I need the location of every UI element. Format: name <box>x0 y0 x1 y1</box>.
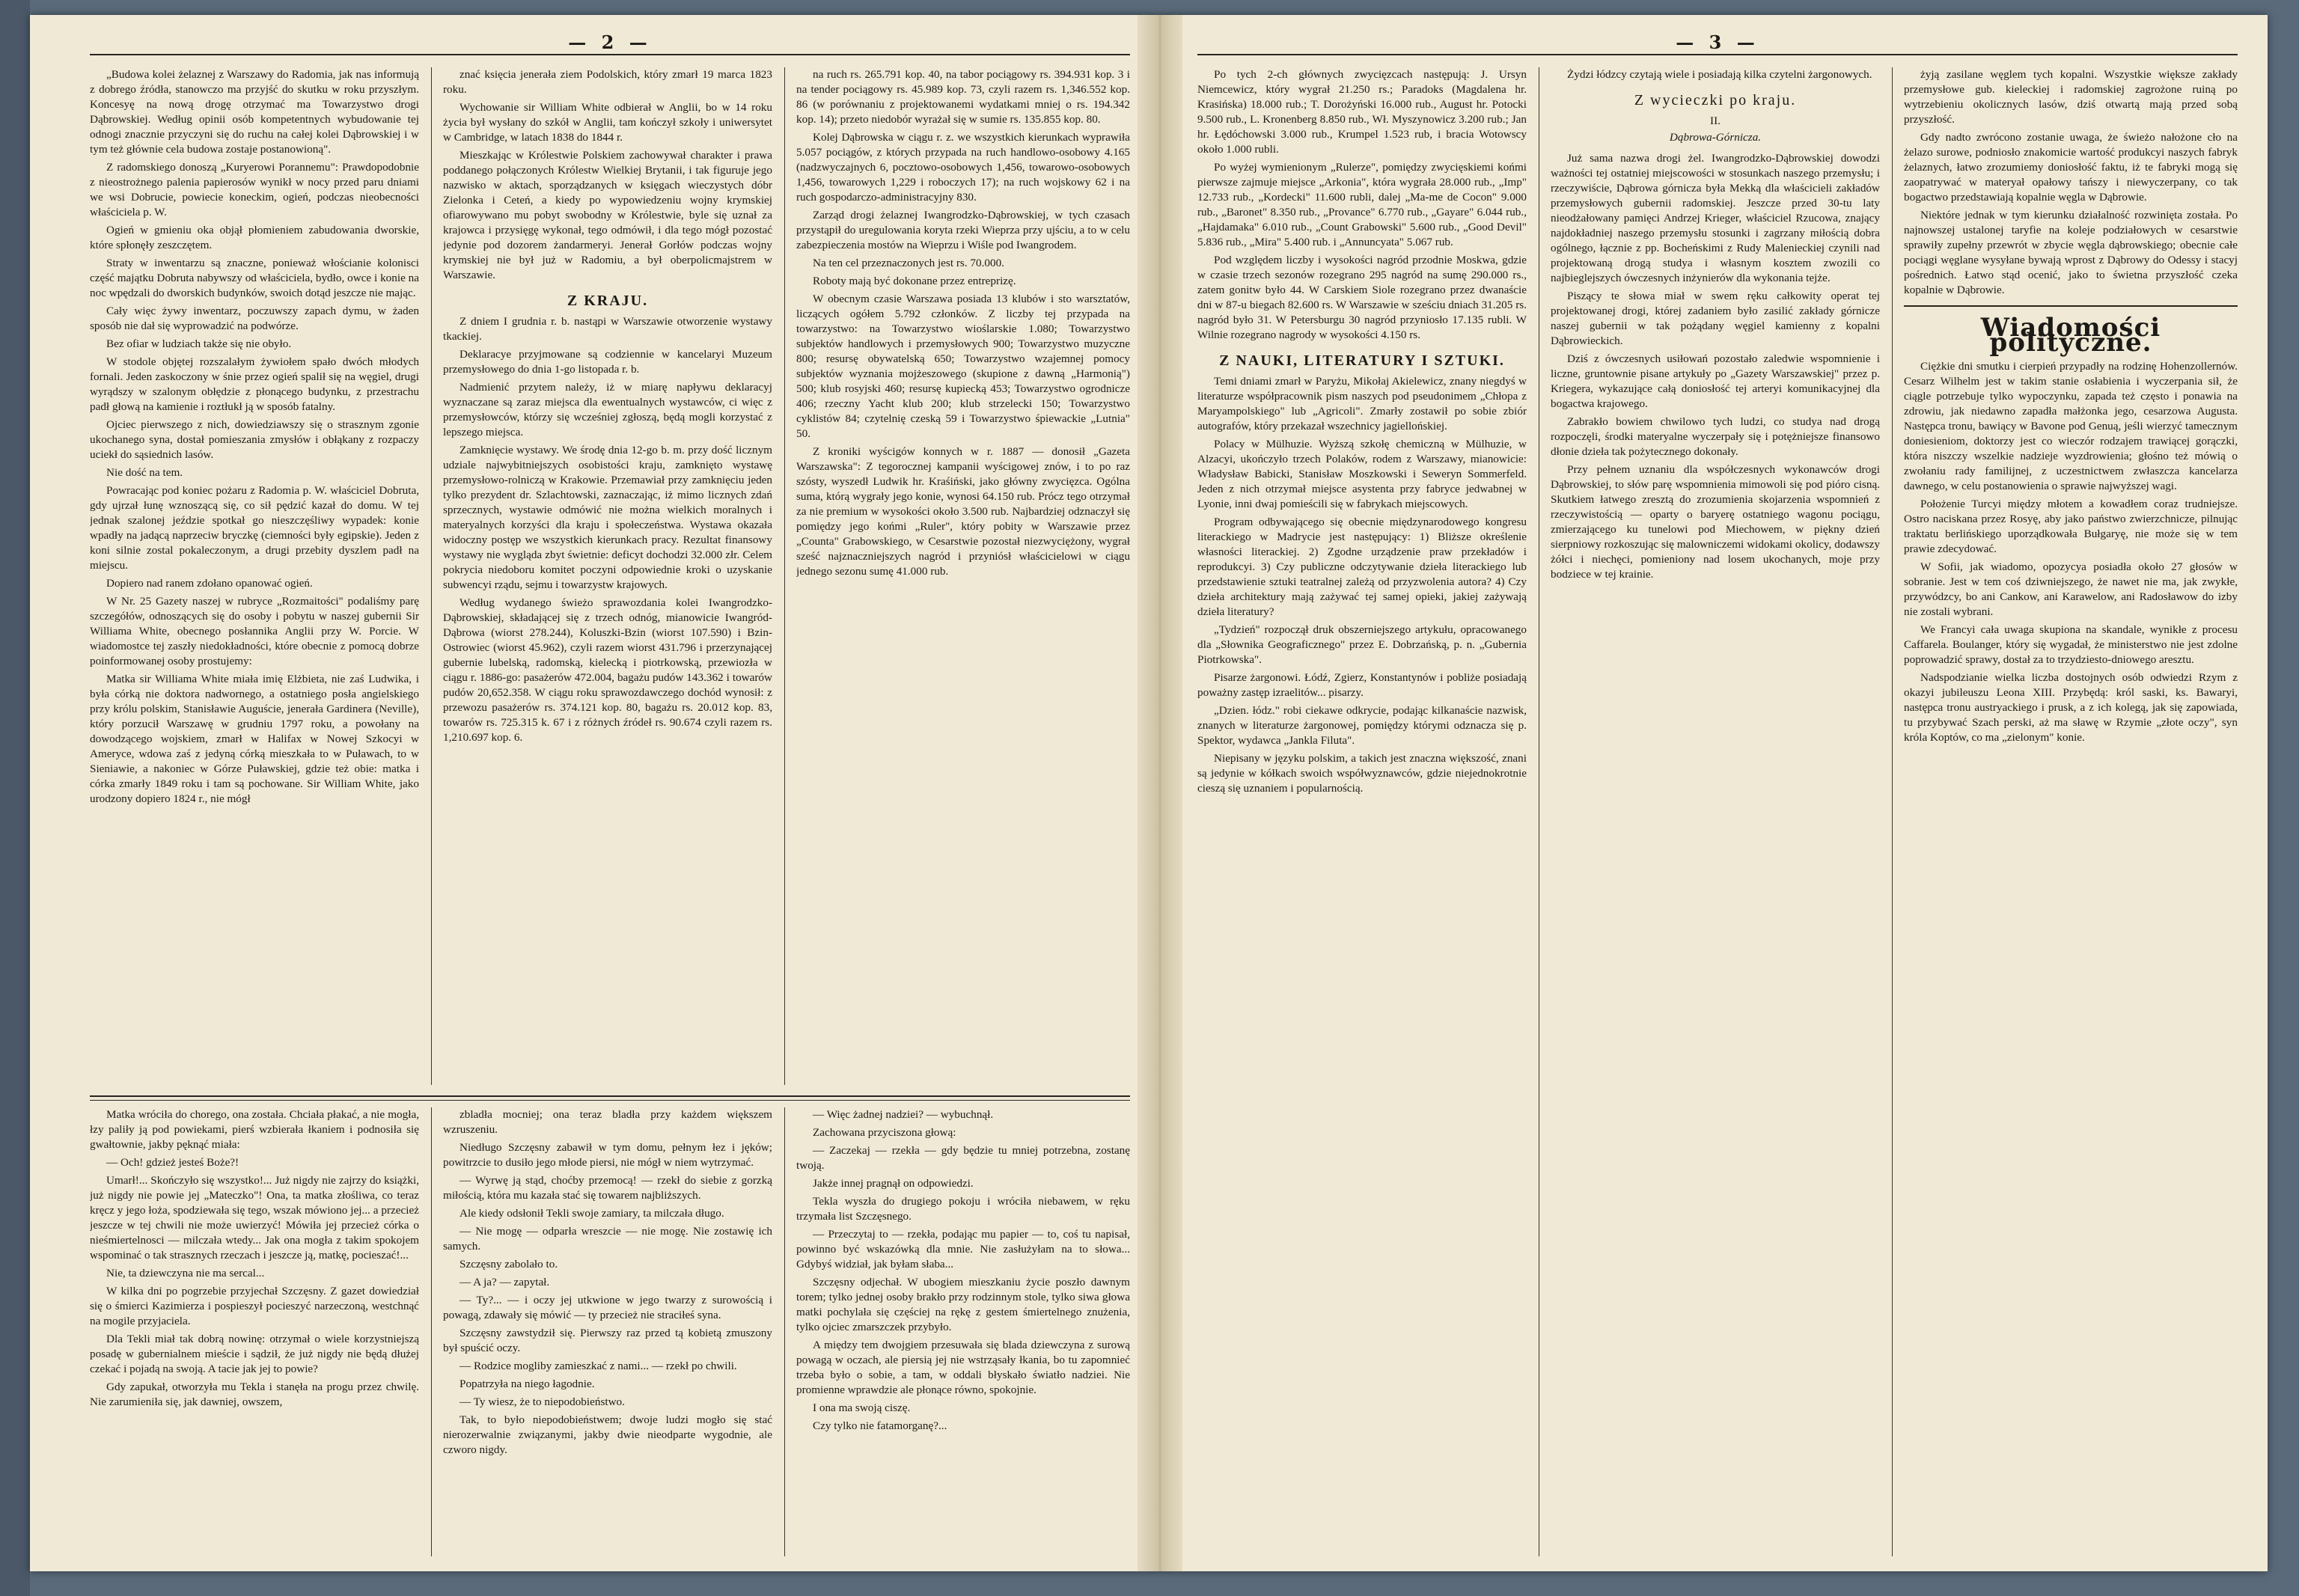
paragraph: — Och! gdzież jesteś Boże?! <box>106 1156 239 1169</box>
paragraph: Powracając pod koniec pożaru z Radomia p. W. właściciel Dobruta, gdy ujrzał łunę wznoszącą się, co sił pędzić kazał do domu. W tej jednak szalonej jeździe spotkał go nieszczęśliwy wypadek: konie wpadły na jadącą naprzeciw bryczkę (ciemności były egipskie). Jeden z koni silnie zostal pokaleczonym, a drugi przebity dyszlem padł na miejscu. <box>90 484 419 572</box>
right-column-2: Żydzi łódzcy czytają wiele i posiadają kilka czytelni żargonowych. Z wycieczki po kraju. II. Dąbrowa-Górnicza. Już sama nazwa drogi żel. Iwangrodzko-Dąbrowskiej dowodzi ważności tej ostatniej miejscowości w stosunkach naszego przemysłu; i rzeczywiście, Dąbrowa górnicza była Mekką dla właścicieli zakładów przemysłowych gubernii radomskiej. Jeszcze przed 30-tu laty nieodżałowany pamięci Andrzej Krieger, właściciel Rzucowa, znający najdokładniej naszego przemysłu stosunki i zagrzany miłością dobra ogólnego, łącznie z pp. Bocheńskimi z Rudy Malenieckiej czynili nad projektowaną drogą studya i własnym kosztem zwozili co najbieglejszych ówczesnych inżynierów dla wykonania tejże. Piszący te słowa miał w swem ręku całkowity operat tej projektowanej drogi, której zadaniem było zasilić zakłady górnicze naszej gubernii w tak pożądany węgiel kamienny z kopalni Dąbrowieckich. Dziś z ówczesnych usiłowań pozostało zaledwie wspomnienie i liczne, gruntownie pisane artykuły po „Gazety Warszawskiej" przez p. Kriegera, wykazujące całą doniosłość tej arteryi komunikacyjnej dla bogactwa krajowego. Zabrakło bowiem chwilowo tych ludzi, co studya nad drogą rozpoczęli, środki materyalne wyczerpały się i potężniejsze finansowo dłonie dzieła tak pożytecznego dokonały. Przy pełnem uznaniu dla współczesnych wykonawców drogi Dąbrowskiej, to słów parę wspomnienia mimowoli się pod pióro cisną. Skutkiem łatwego zresztą do zrozumienia skojarzenia wspomnień z rzeczywistością — oparty o baryerę ostatniego wagonu pociągu, zmierzającego ku tunelowi pod Miechowem, w piękny dzień sierpniowy rozkoszując się malowniczemi widokami okolicy, dodawszy żółci i niechęci, pomieniony nad losem ukochanych, moje przy bodziece w tej krainie. <box>1551 68 1880 581</box>
paragraph: „Tydzień" rozpoczął druk obszerniejszego artykułu, opracowanego dla „Słownika Geograficznego" przez E. Dobrzańską, p. n. „Gubernia Piotrkowska". <box>1197 623 1527 666</box>
paragraph: — Ty wiesz, że to niepodobieństwo. <box>460 1395 625 1408</box>
paragraph: Ale kiedy odsłonił Tekli swoje zamiary, ta milczała długo. <box>460 1207 724 1220</box>
story-column-2 <box>443 1107 772 1556</box>
right-column-3 <box>1904 67 2238 1556</box>
paragraph: Według wydanego świeżo sprawozdania kolei Iwangrodzko-Dąbrowskiej, składającej się z trzech odnóg, mianowicie Iwangród-Dąbrowa (wiorst 278.244), Koluszki-Bzin (wiorst 107.590) i Bzin-Ostrowiec (wiorst 45.962), czyli razem wiorst 431.796 i przerzynającej gubernie lubelską, radomską, kielecką i piotrkowską, przewiozła w ciągu r. 1886-go: pasażerów 472.004, bagażu pudów 143.362 i towarów pudów 20,652.358. W ciągu roku sprawozdawczego dochód wynosił: z przewozu pasażerów rs. 374.121 kop. 80, bagażu rs. 20.012 kop. 83, towarów rs. 725.315 k. 67 i z różnych źródeł rs. 90.674 czyli razem rs. 1,210.697 kop. 6. <box>443 596 772 744</box>
paragraph: Polacy w Mülhuzie. Wyższą szkołę chemiczną w Mülhuzie, w Alzacyi, ukończyło trzech Polaków, rodem z Warszawy, mianowicie: Władysław Babicki, Stanisław Moszkowski i Seweryn Sommerfeld. Jeden z nich otrzymał miejsce asystenta przy fabryce jedwabnej w Lyonie, inni dwaj pomieścili się w fabrykach miejscowych. <box>1197 438 1527 510</box>
paragraph: Z dniem I grudnia r. b. nastąpi w Warszawie otworzenie wystawy tkackiej. <box>443 315 772 343</box>
paragraph: Program odbywającego się obecnie międzynarodowego kongresu literackiego w Madrycie jest następujący: 1) Bliższe określenie własności literackiej. 2) Zgodne urządzenie praw przekładów i reprodukcyi. 3) Czy publiczne odczytywanie dzieła literackiego lub przedstawienie sztuki teatralnej zależą od przyzwolenia autora? 4) Czy dzieła architektury mają zażywać tej samej opieki, jakiej zażywają dzieła literatury? <box>1197 516 1527 618</box>
left-column-3 <box>796 67 1130 1085</box>
paragraph: W Nr. 25 Gazety naszej w rubryce „Rozmaitości" podaliśmy parę szczegółów, odnoszących się do osoby i pobytu w naszej gubernii Sir Williama White, obecnego posłannika Anglii przy W. Porcie. W wiadomostce tej zaszły niedokładności, które obecnie z pomocą dobrze poinformowanej osoby prostujemy: <box>90 595 419 667</box>
paragraph: Ciężkie dni smutku i cierpień przypadły na rodzinę Hohenzollernów. Cesarz Wilhelm jest w takim stanie osłabienia i wyczerpania sił, że ciągle potrzebuje tylko wypoczynku, zapada też często i ponawia na zdrowiu, jak niedawno zapadła małżonka jego, cesarzowa Augusta. Następca tronu, bawiący w Bavone pod Genuą, jeśli wierzyć tamecznym doniesieniom, doktorzy jest co wieczór rodzajem trawiącej gorączki, która niszczy wszelkie nadzieje wyzdrowienia; głośno też mówią o zwołaniu rady familijnej, z uczestnictwem zwłaszcza kancelarza dawnego, w celu postanowienia o sprawie najwyższej wagi. <box>1904 360 2238 492</box>
paragraph: Z kroniki wyścigów konnych w r. 1887 — donosił „Gazeta Warszawska": Z tegorocznej kampanii wyścigowej znów, i to po raz szósty, wyszedł Ludwik hr. Kraśiński, jako główny zwycięzca. Ogólna suma, którą wygrały jego konie, wynosi 64.150 rub. Prócz tego otrzymał za nie premium w wysokości około 3.500 rub. Najbardziej odznaczył się pomiędzy jego końmi „Ruler", który pobity w Warszawie przez „Counta" Grabowskiego, w Cesarstwie pozostał niezwyciężony, wygrał sześć najznaczniejszych nagród i przyniósł właścicielowi w ciągu jednego sezonu sumę 41.000 rub. <box>796 445 1130 578</box>
paragraph: „Dzien. łódz." robi ciekawe odkrycie, podając kilkanaście nazwisk, znanych w literaturze żargonowej, pomiędzy którymi odznacza się p. Spektor, wydawca „Jankla Filuta". <box>1197 704 1527 747</box>
paragraph: W obecnym czasie Warszawa posiada 13 klubów i sto warsztatów, liczących ogółem 5.792 członków. Z liczby tej przypada na towarzystwo: na Towarzystwo wioślarskie 1.080; Towarzystwo subjektów handlowych i przemysłowych 900; Towarzystwo muzyczne 800; resursę obywatelską 650; Towarzystwo wzajemnej pomocy subjektów wyznania mojżeszowego (skupione z dawną „Harmonią") 500; klub rosyjski 460; resursę kupiecką 453; Towarzystwo ogrodnicze 406; rzeczny Yacht klub 200; klub strzelecki 150; Towarzystwo cyklistów 84; czytelnię czeską 59 i Towarzystwo śpiewackie „Lutnia" 50. <box>796 293 1130 440</box>
paragraph: Nadspodzianie wielka liczba dostojnych osób odwiedzi Rzym z okazyi jubileuszu Leona XIII. Przybędą: król saski, ks. Bawaryi, następca tronu austryackiego i prusk, a z ich kolegą, jak się zapowiada, tu przybywać Szach perski, aż ma sławę w Rzymie „złote oczy", syn króla Koptów, co ma „zielonym" konie. <box>1904 671 2238 744</box>
paragraph: Tak, to było niepodobieństwem; dwoje ludzi mogło się stać nierozerwalnie związanymi, jakby dwie nieodparte wygodnie, ale czworo nigdy. <box>443 1413 772 1456</box>
paragraph: Zamknięcie wystawy. We środę dnia 12-go b. m. przy dość licznym udziale najwybitniejszych osobistości kraju, zamknięto wystawę przemysłowo-rolniczą w Krakowie. Przemawiał przy zamknięciu jeden tylko prezydent dr. Szlachtowski, zaznaczając, iż mimo licznych zdań sprzecznych, wystawie odmówić nie można wielkich moralnych i materyalnych korzyści dla kraju i społeczeństwa. Wystawa okazała widoczny postęp we wszystkich kierunkach pracy. Rezultat finansowy wystawy nie wygląda zbyt świetnie: deficyt dochodzi 32.000 złr. Celem pokrycia niedoboru komitet poczyni odpowiednie kroki o uzyskanie subwencyi rządu, sejmu i towarzystw krajowych. <box>443 444 772 591</box>
paragraph: Zabrakło bowiem chwilowo tych ludzi, co studya nad drogą rozpoczęli, środki materyalne wyczerpały się i potężniejsze finansowo dłonie dzieła tak pożytecznego dokonały. <box>1551 415 1880 458</box>
paragraph: — Nie mogę — odparła wreszcie — nie mogę. Nie zostawię ich samych. <box>443 1225 772 1253</box>
paragraph: Jakże innej pragnął on odpowiedzi. <box>813 1177 974 1190</box>
paragraph: W stodole objętej rozszalałym żywiołem spało dwóch młodych fornali. Jeden zaskoczony w śnie przez ogień spalił się na węgiel, drugi wyrądszy w szalonym obłędzie z płonącego budynku, z przestrachu padł głową na kamienie i roztłukł ją w sposób fatalny. <box>90 355 419 413</box>
paragraph: Żydzi łódzcy czytają wiele i posiadają kilka czytelni żargonowych. <box>1567 68 1872 81</box>
paragraph: I ona ma swoją ciszę. <box>813 1401 911 1414</box>
paragraph: Temi dniami zmarł w Paryżu, Mikołaj Akielewicz, znany niegdyś w literaturze współpracownik pism naszych pod pseudonimem „Chłopa z Maryampolskiego" lub „Agricoli". Zmarły zostawił po sobie zbiór autografów, który przekazał wszechnicy jagiellońskiej. <box>1197 375 1527 432</box>
paragraph: Po wyżej wymienionym „Rulerze", pomiędzy zwycięskiemi końmi pierwsze zajmuje miejsce „Arkonia", która wygrała 28.000 rub., „Imp" 12.733 rub., „Kordecki" 11.600 rubli, dalej „Ma-me de Cocon" 9.000 rub., „Baronet" 8.350 rub., „Provance" 6.770 rub., „Gayare" 6.044 rub., „Hajdamaka" 6.010 rub., „Count Grabowski" 5.600 rub., „Good Devil" 5.836 rub., „Mira" 5.400 rub. i „Annuncyata" 5.067 rub. <box>1197 161 1527 248</box>
paragraph: Już sama nazwa drogi żel. Iwangrodzko-Dąbrowskiej dowodzi ważności tej ostatniej miejscowości w stosunkach naszego przemysłu; i rzeczywiście, Dąbrowa górnicza była Mekką dla właścicieli zakładów przemysłowych gubernii radomskiej. Jeszcze przed 30-tu laty nieodżałowany pamięci Andrzej Krieger, właściciel Rzucowa, znający najdokładniej naszego przemysłu stosunki i zagrzany miłością dobra ogólnego, łącznie z pp. Bocheńskimi z Rudy Malenieckiej czynili nad projektowaną drogą studya i własnym kosztem zwozili co najbieglejszych ówczesnych inżynierów dla wykonania tejże. <box>1551 152 1880 284</box>
paragraph: Z radomskiego donoszą „Kuryerowi Porannemu": Prawdopodobnie z nieostrożnego palenia papierosów wynikł w nocy przed paru dniami we wsi Dobrucie, powiecie koneckim, ogień, podczas nieobecności właściciela p. W. <box>90 161 419 218</box>
page-number: — 2 — <box>568 31 652 53</box>
paragraph: We Francyi cała uwaga skupiona na skandale, wynikłe z procesu Caffarela. Boulanger, który się wygadał, że ministerstwo nie jest zdolne poprowadzić sprawy, dostał za to trzydziesto-dniowego aresztu. <box>1904 623 2238 666</box>
paragraph: Niepisany w języku polskim, a takich jest znaczna większość, znani są jedynie w kółkach swoich współwyznawców, gdzie niejednokrotnie cieszą się uznaniem i popularnością. <box>1197 752 1527 795</box>
paragraph: Gdy zapukał, otworzyła mu Tekla i stanęła na progu przez chwilę. Nie zarumieniła się, jak dawniej, owszem, <box>90 1381 419 1408</box>
paragraph: W kilka dni po pogrzebie przyjechał Szczęsny. Z gazet dowiedział się o śmierci Kazimierza i pospieszył pocieszyć narzeczoną, westchnąć na mogile przyjaciela. <box>90 1285 419 1327</box>
paragraph: Pisarze żargonowi. Łódź, Zgierz, Konstantynów i pobliże posiadają poważny zastęp izraelitów... pisarzy. <box>1197 671 1527 699</box>
paragraph: Przy pełnem uznaniu dla współczesnych wykonawców drogi Dąbrowskiej, to słów parę wspomnienia mimowoli się pod pióro cisną. Skutkiem łatwego zresztą do zrozumienia skojarzenia wspomnień z rzeczywistością — oparty o baryerę ostatniego wagonu pociągu, zmierzającego ku tunelowi pod Miechowem, w piękny dzień sierpniowy rozkoszując się malowniczemi widokami okolicy, dodawszy żółci i niechęci, pomieniony nad losem ukochanych, moje przy bodziece w tej krainie. <box>1551 463 1880 581</box>
story-column-1 <box>90 1107 419 1556</box>
paragraph: — Rodzice mogliby zamieszkać z nami... — rzekł po chwili. <box>460 1360 737 1372</box>
paragraph: na ruch rs. 265.791 kop. 40, na tabor pociągowy rs. 394.931 kop. 3 i na tender pociągowy rs. 45.989 kop. 73, czyli razem rs. 1,346.552 kop. 86 (w porównaniu z projektowanemi wydatkami mniej o rs. 194.342 kop. 14); przeto niedobór wyrażał się w sumie rs. 135.855 kop. 80. <box>796 68 1130 126</box>
paragraph: Wychowanie sir William White odbierał w Anglii, bo w 14 roku życia był wysłany do szkół w Anglii, tam kończył szkoły i uniwersytet w Cambridge, w latach 1838 do 1844 r. <box>443 101 772 144</box>
paragraph: — A ja? — zapytał. <box>460 1276 550 1288</box>
paragraph: Niektóre jednak w tym kierunku działalność rozwinięta została. Po najnowszej ustalonej taryfie na koleje podziałowych w cesarstwie sprawiły zupełny przewrót w zbycie węgla dąbrowskiego; obecnie całe pociągi węglane wysyłane bywają wprost z Dąbrowy do Odessy i stacyj pośrednich. Łatwo stąd ocenić, jako to świetna przyszłość czeka kopalnie w Dąbrowie. <box>1904 209 2238 296</box>
scan-background-edge <box>0 0 30 1596</box>
paragraph: Zachowana przyciszona głową: <box>813 1126 956 1139</box>
paragraph: Matka sir Williama White miała imię Elżbieta, nie zaś Ludwika, i była córką nie doktora nadwornego, a ostatniego posła angielskiego przy królu polskim, Stanisławie Auguście, jenerała Gardinera (Neville), który porzucił Warszawę w grudniu 1797 roku, a powołany na dowodzącego wojskiem, zmarł w Halifax w Nowej Szkocyi w Ameryce, wdowa zaś z jedyną córką mieszkała to w Puławach, to w Sieniawie, a nakoniec w Górze Puławskiej, gdzie też obie: matka i córka zmarły 1849 roku i tam są pochowane. Sir William White, jako urodzony dopiero 1824 r., nie mógł <box>90 673 419 805</box>
left-column-1 <box>90 67 419 1085</box>
paragraph: Szczęsny zawstydził się. Pierwszy raz przed tą kobietą zmuszony był spuścić oczy. <box>443 1327 772 1354</box>
paragraph: A między tem dwojgiem przesuwała się blada dziewczyna z surową powagą w oczach, ale piersią jej nie wstrząsały łkania, bo tu zapomnieć trzeba było o sobie, a tam, w oddali błyskało światło nadziei. Nie promienne wprawdzie ale płonące równo, spokojnie. <box>796 1339 1130 1396</box>
paragraph: Nie, ta dziewczyna nie ma sercal... <box>106 1267 265 1279</box>
paragraph: — Wyrwę ją stąd, choćby przemocą! — rzekł do siebie z gorzką miłością, która mu kazała stać się towarem najbliższych. <box>443 1174 772 1202</box>
paragraph: Ojciec pierwszego z nich, dowiedziawszy się o strasznym zgonie ukochanego syna, dostał pomieszania zmysłów i obłąkany z rozpaczy uciekł do sąsiednich lasów. <box>90 418 419 461</box>
paragraph: Nadmienić przytem należy, iż w miarę napływu deklaracyj wyznaczane są zaraz miejsca dla ewentualnych wystawców, ci więc z przemysłowców, którzy się wcześniej zgłoszą, będą mogli korzystać z lepszego miejsca. <box>443 381 772 438</box>
paragraph: Dla Tekli miał tak dobrą nowinę: otrzymał o wiele korzystniejszą posadę w gubernialnem mieście i sądził, że już nigdy nie będą dłużej czekać i pojadą na swoją. A tacie jak jej to powie? <box>90 1333 419 1375</box>
paragraph: żyją zasilane węglem tych kopalni. Wszystkie większe zakłady przemysłowe gub. kieleckiej i radomskiej zagrożone ruiną po wytrzebieniu okolicznych lasów, dziś otwartą mają przed sobą przyszłość. <box>1904 68 2238 126</box>
paragraph: Roboty mają być dokonane przez entreprizę. <box>813 275 1016 287</box>
paragraph: Piszący te słowa miał w swem ręku całkowity operat tej projektowanej drogi, której zadaniem było zasilić zakłady górnicze naszej gubernii w tak pożądany węgiel kamienny z kopalni Dąbrowieckich. <box>1551 290 1880 347</box>
section-heading-nauki: Z NAUKI, LITERATURY I SZTUKI. <box>1219 352 1505 369</box>
paragraph: znać księcia jenerała ziem Podolskich, który zmarł 19 marca 1823 roku. <box>443 68 772 96</box>
paragraph: — Przeczytaj to — rzekła, podając mu papier — to, coś tu napisał, powinno być wskazówką dla mnie. Nie zasłużyłam na to słowa... Gdybyś widział, jak byłam słaba... <box>796 1228 1130 1271</box>
section-heading-wiadomosci-polityczne: Wiadomości polityczne. <box>1980 313 2161 358</box>
right-column-1 <box>1197 67 1527 1556</box>
paragraph: Po tych 2-ch głównych zwycięzcach następują: J. Ursyn Niemcewicz, który wygrał 21.250 rs.; Paradoks (Magdalena hr. Krasińska) 18.000 rub.; T. Dorożyński 16.000 rub., August hr. Potocki 9.500 rub., L. Kronenberg 8.850 rub., Wł. Myszynowicz 3.200 rub.; Jan hr. Łędóchowski 3.000 rub., Krumpel 1.523 rub, i bracia Wotowscy około 1.000 rubli. <box>1197 68 1527 156</box>
paragraph: Kolej Dąbrowska w ciągu r. z. we wszystkich kierunkach wyprawiła 5.057 pociągów, z których przypada na ruch handlowo-osobowy 4.165 (nadzwyczajnych 6, pocztowo-osobowych 1,456, towarowo-osobowych 1,456, towarowych 1,229 i roboczych 17); na ruch wojskowy 62 i na ruch gospodarczo-administracyjny 830. <box>796 131 1130 204</box>
paragraph: Niedługo Szczęsny zabawił w tym domu, pełnym łez i jęków; powitrzcie to dusiło jego młode piersi, nie mógł w niem wytrzymać. <box>443 1141 772 1169</box>
paragraph: Cały więc żywy inwentarz, poczuwszy zapach dymu, w żaden sposób nie dał się wyprowadzić na podwórze. <box>90 305 419 332</box>
paragraph: Umarł!... Skończyło się wszystko!... Już nigdy nie zajrzy do książki, już nigdy nie powie jej „Mateczko"! Ona, ta matka złośliwa, co teraz kręcz y jego łoża, spodziewała się tego, wszak mówiono jej... a przecież jeszcze w tej chwili nie może uwierzyć! Mówiła jej przecież córka o nieśmiertelnosci — milczała wtedy... Jak ona mogła z takim spokojem wspominać o tak strasznych rzeczach i jeszcze ją, matkę, pocieszać!... <box>90 1174 419 1262</box>
paragraph: Pod względem liczby i wysokości nagród przodnie Moskwa, gdzie w czasie trzech sezonów rozegrano 295 nagród na sumę 290.000 rs., zatem gonitw było 44. W Carskiem Siole rozegrano przez dwanaście dni w 87-u biegach 82.600 rs. W Warszawie w sześciu dniach 31.205 rs. nagród było 31. W Petersburgu 30 nagród przyniosło 17.135 rubli. W Wilnie rozegrano nagrody w wysokości 4.150 rs. <box>1197 254 1527 341</box>
left-page <box>90 31 1130 1556</box>
paragraph: Dziś z ówczesnych usiłowań pozostało zaledwie wspomnienie i liczne, gruntownie pisane artykuły po „Gazety Warszawskiej" przez p. Kriegera, wykazujące całą doniosłość tej arteryi komunikacyjnej dla bogactwa krajowego. <box>1551 352 1880 410</box>
paragraph: Tekla wyszła do drugiego pokoju i wróciła niebawem, w ręku trzymała list Szczęsnego. <box>796 1195 1130 1223</box>
paragraph: zbladła mocniej; ona teraz bladła przy każdem większem wzruszeniu. <box>443 1108 772 1136</box>
story-column-3 <box>796 1107 1130 1556</box>
paragraph: Nie dość na tem. <box>106 466 183 479</box>
page-fold <box>1138 15 1182 1571</box>
left-column-2 <box>443 67 772 1085</box>
right-page <box>1197 31 2238 1556</box>
paragraph: Matka wróciła do chorego, ona została. Chciała płakać, a nie mogła, łzy paliły ją pod powiekami, pierś wzbierała łkaniem i podnosiła się gwałtownie, jakby pęknąć miała: <box>90 1108 419 1151</box>
paragraph: Dopiero nad ranem zdołano opanować ogień. <box>106 577 313 590</box>
paragraph: Popatrzyła na niego łagodnie. <box>460 1378 595 1390</box>
paragraph: Szczęsny zabolało to. <box>460 1258 558 1271</box>
paragraph: Bez ofiar w ludziach także się nie obyło. <box>106 337 292 350</box>
section-heading-wycieczki: Z wycieczki po kraju. <box>1634 92 1797 108</box>
paragraph: Zarząd drogi żelaznej Iwangrodzko-Dąbrowskiej, w tych czasach przystąpił do uregulowania koryta rzeki Wieprza przy ujściu, a to w celu zabezpieczenia mostów na Wieprzu i Wiśle pod Iwangrodem. <box>796 209 1130 251</box>
paragraph: Szczęsny odjechał. W ubogiem mieszkaniu życie poszło dawnym torem; tylko jednej osoby brakło przy rodzinnym stole, tylko siwa głowa matki pochylała się częściej na rękę z gestem śmiertelnego znużenia, tylko ojciec zmarszczek przybyło. <box>796 1276 1130 1333</box>
page-number: — 3 — <box>1676 31 1759 53</box>
paragraph: Straty w inwentarzu są znaczne, ponieważ włościanie kolonisci część majątku Dobruta nabywszy od właściciela, bydło, owce i konie na noc wpędzali do dworskich budynków, swoich dotąd jeszcze nie mając. <box>90 257 419 299</box>
paragraph: — Zaczekaj — rzekła — gdy będzie tu mniej potrzebna, zostanę twoją. <box>796 1144 1130 1172</box>
paragraph: Ogień w gmieniu oka objął płomieniem zabudowania dworskie, które spłonęły zeszczętem. <box>90 224 419 251</box>
paragraph: Gdy nadto zwrócono zostanie uwaga, że świeżo nałożone cło na żelazo surowe, podniosło znakomicie wartość produkcyi naszych fabryk żelaznych, łatwo zrozumiemy doniosłość faktu, iż te fabryki mogą się zaopatrywać w materyał opałowy tańszy i niewyczerpany, co tak bogactwo przedstawiają kopalnie węgla w Dąbrowie. <box>1904 131 2238 204</box>
newspaper-spread <box>30 15 2268 1571</box>
paragraph: Na ten cel przeznaczonych jest rs. 70.000. <box>813 257 1004 269</box>
paragraph: Deklaracye przyjmowane są codziennie w kancelaryi Muzeum przemysłowego do dnia 1-go listopada r. b. <box>443 348 772 376</box>
paragraph: „Budowa kolei żelaznej z Warszawy do Radomia, jak nas informują z dobrego źródła, stanowczo ma przyjść do skutku w roku przyszłym. Koncesyę na nową drogę otrzymać ma Towarzystwo drogi Dąbrowskiej. Według opinii osób kompetentnych wybudowanie tej odnogi znacznie przyczyni się do ruchu na całej kolei Dąbrowskiej i w tym też głównie cela budowa zostaje postanowioną". <box>90 68 419 156</box>
paragraph: Mieszkając w Królestwie Polskiem zachowywał charakter i prawa poddanego połączonych Królestw Wielkiej Brytanii, i tak figuruje jego nazwisko w aktach, sporządzanych w księgach wieczystych dóbr Zielonka i Ceteń, a kiedy po wypowiedzeniu wojny krymskiej ofiarowywano mu pobyt swobodny w Królestwie, byle się uznał za krajowca i przysięgę wykonał, tego odmówił, i dla tego mógł pozostać jedynie pod dozorem żandarmeryi. Jenerał Gorłów podczas wojny krymskiej nie był już w Radomiu, a był oberpolicmajstrem w Warszawie. <box>443 149 772 281</box>
paragraph: — Więc żadnej nadziei? — wybuchnął. <box>813 1108 994 1121</box>
section-heading-z-kraju: Z KRAJU. <box>567 293 649 309</box>
paragraph: W Sofii, jak wiadomo, opozycya posiadła około 27 głosów w sobranie. Jest w tem coś dziwniejszego, że nawet nie ma, jak zwykłe, przywódzcy, bo ani Cankow, ani Karawelow, ani Radosławow do izby nie zostali wybrani. <box>1904 560 2238 618</box>
feuilleton-divider <box>90 1095 1130 1097</box>
paragraph: — Ty?... — i oczy jej utkwione w jego twarzy z surowością i powagą, zdawały się mówić — ty przecież nie straciłeś syna. <box>443 1294 772 1321</box>
paragraph: Położenie Turcyi między młotem a kowadłem coraz trudniejsze. Ostro naciskana przez Rosyę, aby jako państwo zwierzchnicze, pilnując traktatu berlińskiego uporządkowała Bułgaryę, nie może się w tem prawie zdecydować. <box>1904 498 2238 555</box>
paragraph: Czy tylko nie fatamorganę?... <box>813 1419 947 1432</box>
